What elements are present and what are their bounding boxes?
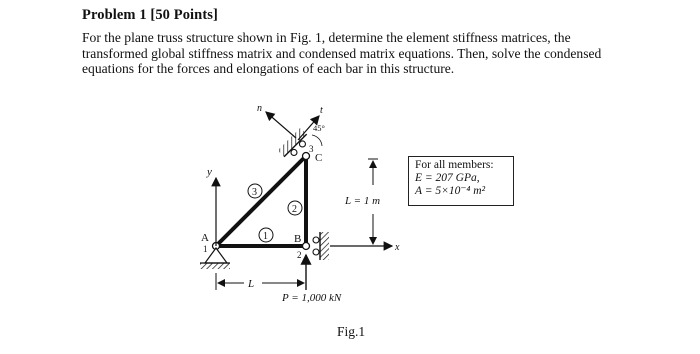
element-2-label: 2 [292,204,297,215]
n-axis-label: n [257,103,262,114]
area-value: A = 5×10⁻⁴ m² [415,185,486,197]
problem-title: Problem 1 [50 Points] [82,7,218,23]
element-1-label: 1 [263,231,268,242]
y-axis-label: y [207,166,212,178]
node-1-label: 1 [203,244,208,254]
x-axis-label: x [395,242,400,253]
t-axis-label: t [320,105,323,116]
node-3-label: 3 [309,144,314,154]
support-b [313,232,329,260]
material-properties-box [408,156,514,206]
height-label: L = 1 m [345,195,381,207]
load-label: P = 1,000 kN [282,292,342,304]
node-c-label: C [315,152,323,164]
modulus-value: E = 207 GPa, [415,172,480,184]
statement-line-2: transformed global stiffness matrix and condensed matrix equations. Then, solve the condensed [82,45,602,61]
node-b-pin [303,243,310,250]
properties-heading: For all members: [415,159,494,171]
node-a-label: A [201,232,209,244]
n-axis-arrow [266,112,296,138]
element-3-label: 3 [252,187,257,198]
angle-arc [312,135,322,146]
figure-caption: Fig.1 [337,324,366,339]
node-b-label: B [294,233,302,245]
base-length-label: L [248,278,255,290]
statement-line-3: equations for the forces and elongations of each bar in this structure. [82,61,455,76]
node-2-label: 2 [297,250,302,260]
statement-line-1: For the plane truss structure shown in Fig. 1, determine the element stiffness matrices, the [82,30,571,45]
angle-label: 45° [313,123,325,133]
